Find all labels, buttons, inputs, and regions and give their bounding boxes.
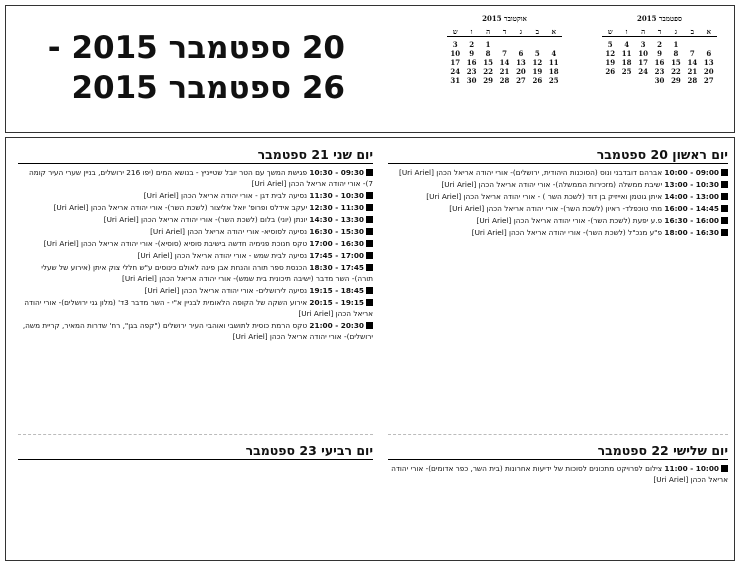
event-text: אברהם דובדבני ונוס (הסוכנות היהודית, ירושלים)- אורי יהודה אריאל הכהן [Uri Ariel]: [398, 168, 663, 177]
event-item: [18, 214, 373, 225]
weekday-label: ה: [486, 27, 491, 36]
event-item: [18, 320, 373, 342]
calendar-date: 3: [640, 40, 646, 49]
calendar-date: 29: [671, 76, 681, 85]
event-text: איתן גוטמן ואייזיק בן דוד (לשכת השר ) - אורי יהודה אריאל הכהן [Uri Ariel]: [426, 192, 663, 201]
event-time: 16:30 - 17:00: [309, 239, 364, 248]
event-item: [18, 262, 373, 284]
event-text: פ.ע יפעת (לשכת השר)- אורי יהודה אריאל הכהן [Uri Ariel]: [476, 216, 663, 225]
calendar-date: 8: [485, 49, 491, 58]
calendar-date: 10: [450, 49, 461, 58]
bullet-square-icon: [721, 193, 728, 200]
calendar-date: 20: [516, 67, 526, 76]
event-list: [18, 167, 373, 342]
event-text: נסיעה לבית דגן - אורי יהודה אריאל הכהן [Uri Ariel]: [143, 191, 308, 200]
calendar-date: 2: [657, 40, 662, 49]
calendar-date: 11: [621, 49, 632, 58]
section-divider: [388, 434, 728, 435]
mini-calendar-october: [447, 14, 562, 85]
bullet-square-icon: [366, 264, 373, 271]
weekday-label: ש: [452, 27, 458, 36]
calendar-date: 25: [548, 76, 559, 85]
calendar-date: [529, 40, 545, 49]
event-item: [18, 297, 373, 319]
weekday-label: ב: [535, 27, 540, 36]
event-time: 19:15 - 20:15: [309, 298, 364, 307]
event-item: [388, 179, 728, 190]
event-time: 13:00 - 14:00: [664, 192, 719, 201]
event-text: צילום לפרויקט מתכונים לסוכות של ידיעות אחרונות (בית השר, כפר אדומים)- אורי יהודה אריאל הכהן [Uri Ariel]: [391, 464, 728, 484]
event-text: מתי טוכפלד- ראיון (לשכת השר)- אורי יהודה אריאל הכהן [Uri Ariel]: [449, 204, 663, 213]
event-item: [18, 250, 373, 261]
bullet-square-icon: [721, 169, 728, 176]
calendar-date: 16: [466, 58, 477, 67]
calendar-date: 18: [548, 67, 559, 76]
day-section-wednesday: [18, 443, 373, 463]
calendar-date: 9: [469, 49, 475, 58]
weekday-header-row: [602, 27, 717, 37]
calendar-date: 23: [654, 67, 665, 76]
calendar-date: 25: [621, 67, 632, 76]
calendar-date: 3: [452, 40, 458, 49]
calendar-date: 11: [548, 58, 559, 67]
calendar-date: 18: [621, 58, 632, 67]
calendar-date: 14: [687, 58, 698, 67]
calendar-date: 24: [450, 67, 461, 76]
event-time: 10:00 - 11:00: [664, 464, 719, 473]
event-item: [18, 190, 373, 201]
calendar-days-grid: [447, 40, 562, 85]
calendar-date: 13: [703, 58, 714, 67]
day-heading: יום שלישי 22 ספטמבר: [388, 443, 728, 460]
calendar-date: 6: [706, 49, 712, 58]
event-time: 13:30 - 14:30: [309, 215, 364, 224]
calendar-date: 5: [534, 49, 540, 58]
calendar-date: 2: [469, 40, 475, 49]
calendar-date: 6: [518, 49, 524, 58]
event-time: 10:30 - 13:00: [664, 180, 719, 189]
event-time: 14:45 - 16:00: [664, 204, 719, 213]
calendar-date: 1: [673, 40, 679, 49]
calendar-date: 16: [654, 58, 665, 67]
calendar-date: [496, 40, 512, 49]
section-divider: [18, 434, 373, 435]
weekday-label: ב: [690, 27, 695, 36]
bullet-square-icon: [366, 287, 373, 294]
calendar-date: 5: [607, 40, 613, 49]
calendar-date: 17: [450, 58, 461, 67]
calendar-date: 26: [605, 67, 616, 76]
calendar-date: 29: [483, 76, 493, 85]
event-time: 15:30 - 16:30: [309, 227, 364, 236]
weekday-label: ד: [657, 27, 662, 36]
event-text: אירוע השקה של הקופה הלאומית לבניין א"י - השר מדבר 3ד' (מלון גני ירושלים)- אורי יהודה אריאל הכהן [Uri Ariel]: [24, 298, 373, 318]
calendar-date: 22: [671, 67, 681, 76]
mini-calendar-title: ספטמבר 2015: [637, 14, 682, 23]
event-text: ישיבת ממשלה (מזכירות הממשלה)- אורי יהודה אריאל הכהן [Uri Ariel]: [441, 180, 663, 189]
event-text: נסיעה לירושלים- אורי יהודה אריאל הכהן [Uri Ariel]: [144, 286, 308, 295]
calendar-date: 15: [671, 58, 681, 67]
event-item: [18, 238, 373, 249]
event-text: פ"ע מנכ"ל (לשכת השר)- אורי יהודה אריאל הכהן [Uri Ariel]: [471, 228, 663, 237]
event-time: 09:30 - 10:30: [309, 168, 364, 177]
bullet-square-icon: [366, 322, 373, 329]
event-time: 17:45 - 18:30: [309, 263, 364, 272]
calendar-date: 27: [516, 76, 526, 85]
calendar-date: 19: [532, 67, 543, 76]
weekday-label: ד: [502, 27, 507, 36]
bullet-square-icon: [366, 192, 373, 199]
calendar-date: 21: [687, 67, 698, 76]
bullet-square-icon: [366, 252, 373, 259]
calendar-date: 4: [624, 40, 630, 49]
calendar-date: 13: [516, 58, 526, 67]
calendar-days-grid: [602, 40, 717, 85]
bullet-square-icon: [721, 229, 728, 236]
calendar-date: 10: [638, 49, 648, 58]
event-text: טקס הרמת כוסית לתושבי ואוהבי העיר ירושלים ("קפה בגן", רח' שדרות המאיר, קריית משה, ירושלים)- אורי יהודה אריאל הכהן [Uri Ariel]: [22, 321, 373, 341]
weekday-label: ש: [607, 27, 613, 36]
calendar-date: 14: [499, 58, 510, 67]
event-text: נסיעה לסוסיא- אורי יהודה אריאל הכהן [Uri Ariel]: [150, 227, 308, 236]
event-time: 18:45 - 19:15: [309, 286, 364, 295]
event-list: [388, 167, 728, 238]
calendar-date: [546, 40, 562, 49]
event-item: [18, 285, 373, 296]
calendar-date: 28: [687, 76, 698, 85]
calendar-date: [701, 40, 717, 49]
bullet-square-icon: [721, 217, 728, 224]
bullet-square-icon: [366, 299, 373, 306]
event-item: [388, 227, 728, 238]
calendar-date: 22: [483, 67, 493, 76]
day-heading: יום שני 21 ספטמבר: [18, 147, 373, 164]
calendar-date: [602, 76, 618, 85]
event-time: 09:00 - 10:00: [664, 168, 719, 177]
page-title-line-1: 20 ספטמבר 2015 -: [47, 30, 345, 66]
event-time: 11:30 - 12:30: [309, 203, 364, 212]
event-item: [388, 203, 728, 214]
page-title-line-2: 26 ספטמבר 2015: [71, 70, 345, 106]
calendar-date: 4: [551, 49, 557, 58]
event-item: [388, 215, 728, 226]
event-time: 16:00 - 16:30: [664, 216, 719, 225]
calendar-date: 7: [689, 49, 695, 58]
bullet-square-icon: [366, 216, 373, 223]
day-section-monday: [18, 147, 373, 343]
event-time: 17:00 - 17:45: [309, 251, 364, 260]
calendar-date: 19: [605, 58, 616, 67]
event-text: הכנסת ספר תורה והנחת אבן פינה לאולם כינוסים ע"ש חללי צוק איתן (אירוע של שעלי תורה)- השר מדבר (ישיבה תיכונית בית שמש)- אורי יהודה אריאל הכהן [Uri Ariel]: [41, 263, 373, 283]
bullet-square-icon: [721, 465, 728, 472]
calendar-date: 12: [605, 49, 616, 58]
day-section-tuesday: [388, 443, 728, 486]
event-list: [388, 463, 728, 485]
weekday-label: ו: [625, 27, 628, 36]
calendar-date: 30: [466, 76, 477, 85]
event-time: 16:30 - 18:00: [664, 228, 719, 237]
mini-calendar-september: [602, 14, 717, 85]
calendar-date: [684, 40, 700, 49]
calendar-date: 7: [502, 49, 507, 58]
event-text: טקס חנוכת פנימיה חדשה בישיבת סוסיא (סוסיא)- אורי יהודה אריאל הכהן [Uri Ariel]: [43, 239, 308, 248]
event-text: פגישת המשך עם הטר יובל שטייניץ - בנושא המים (יפו 216 ירושלים, בניין שערי העיר קומה 7)- אורי יהודה אריאל הכהן [Uri Ariel]: [28, 168, 373, 188]
event-item: [18, 167, 373, 189]
calendar-date: [618, 76, 634, 85]
calendar-date: 28: [499, 76, 510, 85]
bullet-square-icon: [366, 228, 373, 235]
calendar-date: 21: [499, 67, 510, 76]
weekday-header-row: [447, 27, 562, 37]
event-time: 10:30 - 11:30: [309, 191, 364, 200]
event-item: [388, 463, 728, 485]
event-text: יעקב אידלס ופרופ' יואל אליצור (לשכת השר)- אורי יהודה אריאל הכהן [Uri Ariel]: [53, 203, 308, 212]
calendar-date: 30: [654, 76, 665, 85]
calendar-date: [635, 76, 651, 85]
calendar-date: 1: [485, 40, 491, 49]
calendar-date: 23: [466, 67, 477, 76]
event-text: יונתן (יוני) בלום (לשכת השר)- אורי יהודה אריאל הכהן [Uri Ariel]: [103, 215, 308, 224]
event-item: [388, 191, 728, 202]
calendar-date: 8: [673, 49, 679, 58]
calendar-date: 31: [450, 76, 461, 85]
weekday-label: ג: [674, 27, 678, 36]
calendar-date: [513, 40, 529, 49]
day-heading: יום רביעי 23 ספטמבר: [18, 443, 373, 460]
event-time: 20:30 - 21:00: [309, 321, 364, 330]
mini-calendar-title: אוקטובר 2015: [482, 14, 527, 23]
calendar-date: 17: [638, 58, 648, 67]
calendar-date: 20: [703, 67, 714, 76]
event-item: [388, 167, 728, 178]
calendar-date: 24: [638, 67, 648, 76]
event-text: נסיעה לבית שמש - אורי יהודה אריאל הכהן [Uri Ariel]: [137, 251, 308, 260]
calendar-date: 26: [532, 76, 543, 85]
bullet-square-icon: [366, 204, 373, 211]
calendar-date: 9: [657, 49, 662, 58]
event-item: [18, 226, 373, 237]
bullet-square-icon: [721, 205, 728, 212]
bullet-square-icon: [366, 169, 373, 176]
weekday-label: ו: [470, 27, 473, 36]
calendar-date: 15: [483, 58, 493, 67]
day-heading: יום ראשון 20 ספטמבר: [388, 147, 728, 164]
day-section-sunday: [388, 147, 728, 239]
calendar-date: 12: [532, 58, 543, 67]
bullet-square-icon: [721, 181, 728, 188]
weekday-label: ג: [519, 27, 523, 36]
weekday-label: א: [551, 27, 557, 36]
weekday-label: ה: [641, 27, 646, 36]
weekday-label: א: [706, 27, 712, 36]
calendar-date: 27: [703, 76, 714, 85]
event-item: [18, 202, 373, 213]
bullet-square-icon: [366, 240, 373, 247]
